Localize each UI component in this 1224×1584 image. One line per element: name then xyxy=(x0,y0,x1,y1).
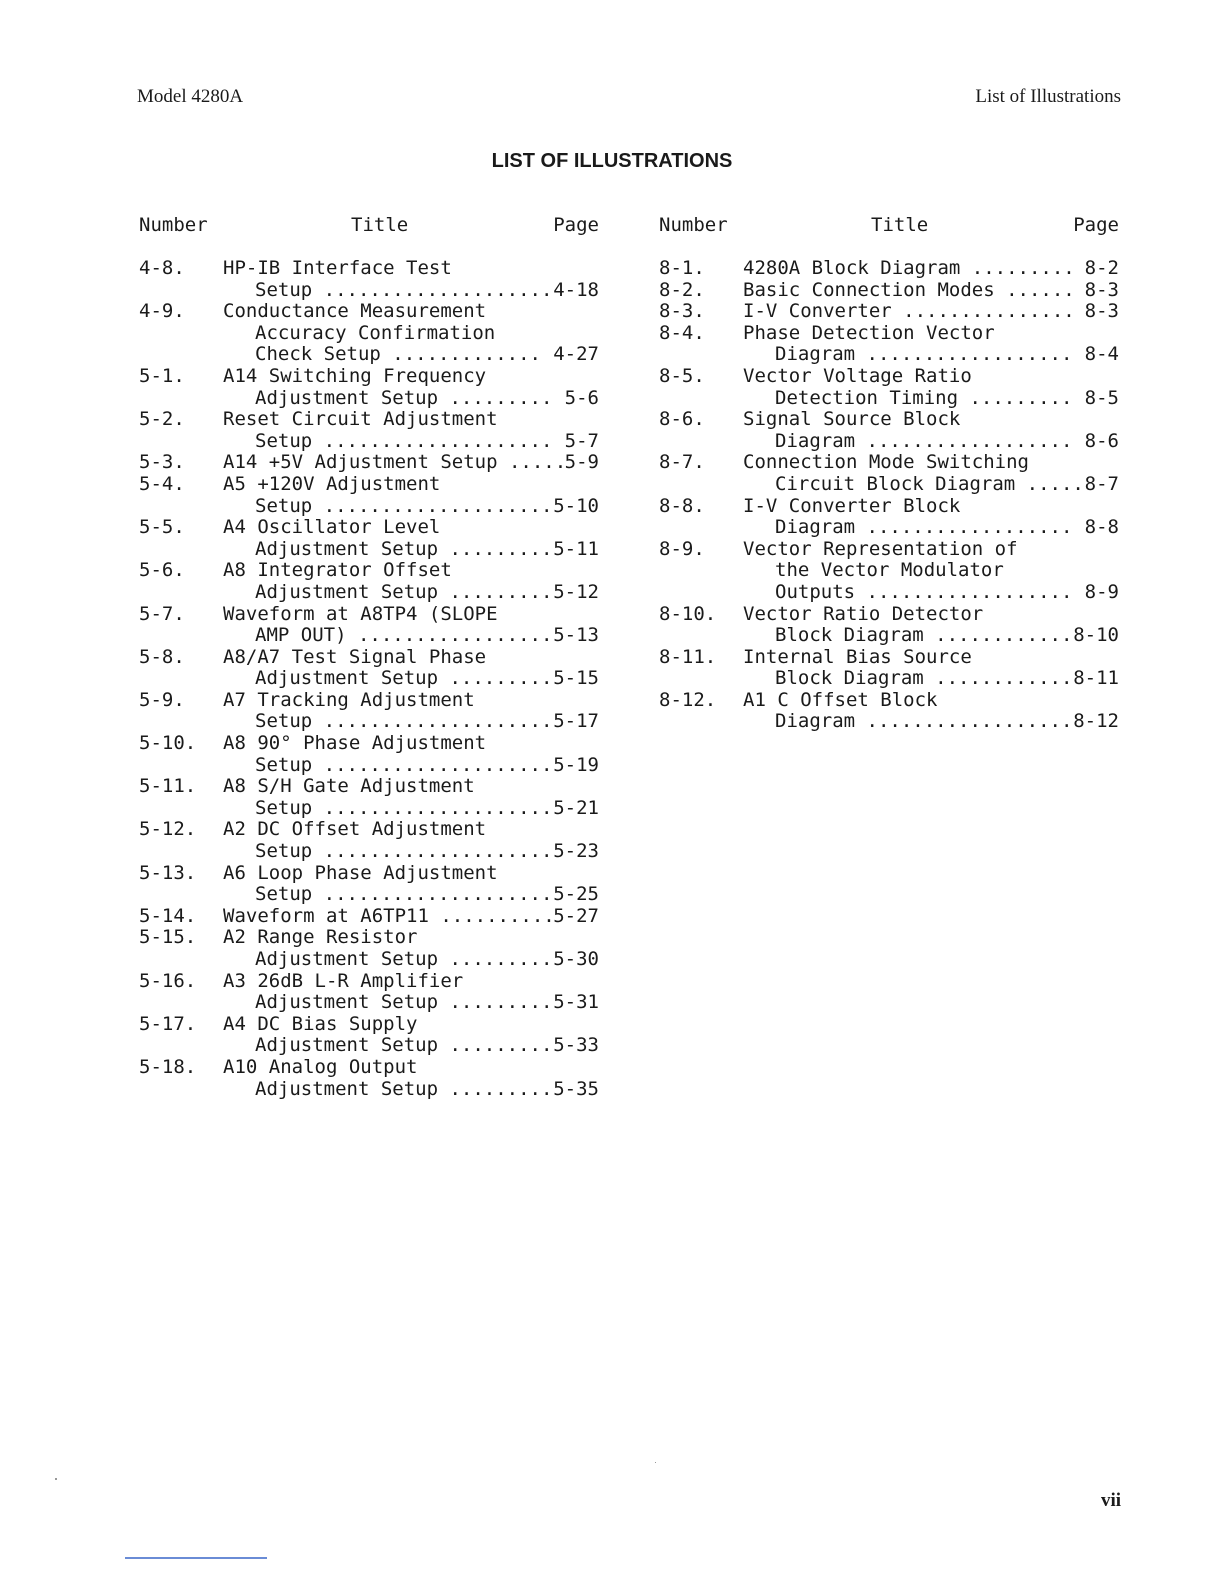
toc-entry-line xyxy=(139,690,599,712)
figure-page: 5-13 xyxy=(553,624,599,647)
figure-number: 5-4. xyxy=(139,472,185,495)
toc-entry-line xyxy=(659,452,1119,474)
toc-entry xyxy=(139,1057,599,1100)
figure-title: Diagram .................. xyxy=(775,710,1073,733)
figure-number: 5-18. xyxy=(139,1055,197,1078)
figure-page: 5-35 xyxy=(553,1077,599,1100)
figure-number: 8-8. xyxy=(659,494,705,517)
column-header-title: Title xyxy=(351,214,409,236)
toc-entry xyxy=(139,733,599,776)
figure-number: 8-6. xyxy=(659,408,705,431)
figure-title: Detection Timing ......... xyxy=(775,386,1073,409)
toc-entry-line xyxy=(659,323,1119,345)
figure-title: the Vector Modulator xyxy=(775,559,1004,582)
toc-entry-line xyxy=(659,431,1119,453)
toc-entry-line xyxy=(659,496,1119,518)
toc-entry-line xyxy=(139,755,599,777)
column-header-page: Page xyxy=(553,214,599,236)
toc-entry xyxy=(659,604,1119,647)
toc-entry-line xyxy=(139,344,599,366)
toc-entries xyxy=(659,258,1119,733)
toc-entry xyxy=(659,280,1119,302)
figure-number: 8-3. xyxy=(659,300,705,323)
toc-entry-line xyxy=(139,733,599,755)
toc-entry-line xyxy=(659,409,1119,431)
figure-title: Check Setup ............. xyxy=(255,343,541,366)
figure-title: I-V Converter ............... xyxy=(743,300,1075,323)
figure-title: Setup .................... xyxy=(255,796,553,819)
toc-entry-line xyxy=(659,517,1119,539)
figure-page: 8-10 xyxy=(1073,624,1119,647)
toc-entry xyxy=(139,366,599,409)
toc-entry xyxy=(139,301,599,366)
toc-entry-line xyxy=(139,711,599,733)
figure-number: 5-14. xyxy=(139,904,197,927)
figure-page: 8-6 xyxy=(1084,429,1119,452)
column-header xyxy=(139,214,599,258)
figure-number: 8-12. xyxy=(659,688,717,711)
figure-number: 5-15. xyxy=(139,926,197,949)
figure-title: A14 +5V Adjustment Setup ..... xyxy=(223,451,567,474)
toc-entry-line xyxy=(139,647,599,669)
figure-number: 4-9. xyxy=(139,300,185,323)
toc-entry xyxy=(139,1014,599,1057)
toc-entry-line xyxy=(139,474,599,496)
figure-number: 5-13. xyxy=(139,861,197,884)
figure-number: 5-3. xyxy=(139,451,185,474)
toc-entry xyxy=(139,560,599,603)
toc-entry-line xyxy=(139,906,599,928)
figure-page: 4-18 xyxy=(553,278,599,301)
figure-title: Conductance Measurement xyxy=(223,300,487,323)
figure-title: Setup .................... xyxy=(255,710,553,733)
figure-number: 8-1. xyxy=(659,257,705,279)
toc-entry-line xyxy=(659,560,1119,582)
figure-number: 5-5. xyxy=(139,516,185,539)
figure-title: Adjustment Setup ......... xyxy=(255,948,553,970)
toc-entry xyxy=(139,863,599,906)
figure-title: Adjustment Setup ......... xyxy=(255,1077,553,1100)
figure-title: Waveform at A6TP11 .......... xyxy=(223,904,555,927)
figure-title: Reset Circuit Adjustment xyxy=(223,408,498,431)
toc-entry-line xyxy=(139,539,599,561)
toc-entry-line xyxy=(139,1057,599,1079)
toc-entry-line xyxy=(139,388,599,410)
figure-title: Adjustment Setup ......... xyxy=(255,386,553,409)
toc-entry xyxy=(139,971,599,1014)
figure-number: 5-8. xyxy=(139,645,185,668)
figure-title: HP-IB Interface Test xyxy=(223,257,452,279)
toc-entry xyxy=(139,409,599,452)
figure-number: 4-8. xyxy=(139,257,185,279)
figure-page: 5-21 xyxy=(553,796,599,819)
toc-entry xyxy=(659,496,1119,539)
figure-page: 8-2 xyxy=(1084,257,1119,279)
column-header-number: Number xyxy=(659,214,728,236)
toc-entry-line xyxy=(659,388,1119,410)
figure-page: 8-8 xyxy=(1084,516,1119,539)
figure-title: Block Diagram ............ xyxy=(775,667,1073,690)
toc-entry-line xyxy=(139,625,599,647)
toc-entry xyxy=(659,647,1119,690)
toc-entry xyxy=(139,906,599,928)
figure-title: A5 +120V Adjustment xyxy=(223,472,441,495)
toc-entry-line xyxy=(139,819,599,841)
toc-entry xyxy=(659,301,1119,323)
toc-entry-line xyxy=(139,323,599,345)
figure-title: A14 Switching Frequency xyxy=(223,364,487,387)
figure-title: Vector Voltage Ratio xyxy=(743,364,972,387)
figure-title: A7 Tracking Adjustment xyxy=(223,688,475,711)
figure-page: 4-27 xyxy=(553,343,599,366)
scan-underline-mark xyxy=(125,1557,267,1559)
toc-entry xyxy=(659,323,1119,366)
figure-page: 5-23 xyxy=(553,840,599,863)
toc-entry xyxy=(659,258,1119,280)
figure-title: Internal Bias Source xyxy=(743,645,972,668)
figure-title: Basic Connection Modes ...... xyxy=(743,278,1075,301)
figure-page: 5-10 xyxy=(553,494,599,517)
figure-title: Setup .................... xyxy=(255,429,553,452)
figure-title: A4 DC Bias Supply xyxy=(223,1012,418,1035)
running-header-section: List of Illustrations xyxy=(975,86,1121,107)
toc-entry xyxy=(139,517,599,560)
toc-entry xyxy=(139,776,599,819)
figure-title: A8/A7 Test Signal Phase xyxy=(223,645,487,668)
column-header-title: Title xyxy=(871,214,929,236)
toc-entry-line xyxy=(139,280,599,302)
figure-page: 8-5 xyxy=(1084,386,1119,409)
figure-title: A8 S/H Gate Adjustment xyxy=(223,775,475,798)
figure-number: 5-7. xyxy=(139,602,185,625)
figure-page: 8-12 xyxy=(1073,710,1119,733)
toc-entry xyxy=(659,452,1119,495)
figure-title: Diagram .................. xyxy=(775,343,1073,366)
figure-page: 5-19 xyxy=(553,753,599,776)
figure-number: 8-11. xyxy=(659,645,717,668)
toc-entry-line xyxy=(659,625,1119,647)
page-number: vii xyxy=(1100,1490,1121,1511)
figure-title: A3 26dB L-R Amplifier xyxy=(223,969,464,992)
figure-page: 5-15 xyxy=(553,667,599,690)
running-header-model: Model 4280A xyxy=(137,86,244,107)
figure-number: 5-10. xyxy=(139,732,197,755)
toc-entry-line xyxy=(139,560,599,582)
toc-entry-line xyxy=(659,366,1119,388)
figure-page: 5-17 xyxy=(553,710,599,733)
figure-page: 8-3 xyxy=(1084,300,1119,323)
toc-entry xyxy=(139,474,599,517)
figure-title: Adjustment Setup ......... xyxy=(255,991,553,1014)
toc-entry-line xyxy=(139,841,599,863)
toc-entry xyxy=(139,647,599,690)
figure-number: 5-16. xyxy=(139,969,197,992)
figure-page: 8-4 xyxy=(1084,343,1119,366)
figure-title: Vector Ratio Detector xyxy=(743,602,984,625)
figure-title: Vector Representation of xyxy=(743,537,1018,560)
toc-entry-line xyxy=(139,798,599,820)
figure-title: Diagram .................. xyxy=(775,516,1073,539)
toc-entry xyxy=(659,690,1119,733)
toc-entry-line xyxy=(659,474,1119,496)
toc-entry-line xyxy=(659,539,1119,561)
toc-entry-line xyxy=(139,409,599,431)
toc-entry-line xyxy=(139,927,599,949)
toc-entry-line xyxy=(139,1079,599,1101)
figure-title: A1 C Offset Block xyxy=(743,688,938,711)
figure-title: Adjustment Setup ......... xyxy=(255,1034,553,1057)
toc-entry-line xyxy=(139,604,599,626)
figure-title: A2 DC Offset Adjustment xyxy=(223,818,487,841)
figure-title: A8 Integrator Offset xyxy=(223,559,452,582)
toc-entry-line xyxy=(139,452,599,474)
figure-title: Phase Detection Vector xyxy=(743,321,995,344)
figure-page: 8-3 xyxy=(1084,278,1119,301)
toc-entry-line xyxy=(139,863,599,885)
toc-entry-line xyxy=(139,1035,599,1057)
toc-entry-line xyxy=(139,1014,599,1036)
toc-entry-line xyxy=(659,647,1119,669)
toc-entry-line xyxy=(659,301,1119,323)
figure-title: Waveform at A8TP4 (SLOPE xyxy=(223,602,498,625)
figure-title: Setup .................... xyxy=(255,753,553,776)
figure-number: 5-6. xyxy=(139,559,185,582)
figure-title: Block Diagram ............ xyxy=(775,624,1073,647)
toc-entry-line xyxy=(139,517,599,539)
figure-title: A2 Range Resistor xyxy=(223,926,418,949)
toc-entry-line xyxy=(139,582,599,604)
figure-title: Outputs .................. xyxy=(775,580,1073,603)
toc-entry xyxy=(139,927,599,970)
toc-column-right xyxy=(659,214,1119,733)
toc-entry-line xyxy=(659,690,1119,712)
toc-entry-line xyxy=(139,258,599,280)
figure-number: 5-11. xyxy=(139,775,197,798)
figure-page: 5-30 xyxy=(553,948,599,970)
toc-entry xyxy=(659,539,1119,604)
figure-title: A10 Analog Output xyxy=(223,1055,418,1078)
toc-entry-line xyxy=(659,280,1119,302)
figure-number: 8-10. xyxy=(659,602,717,625)
figure-title: Setup .................... xyxy=(255,883,553,906)
figure-number: 8-9. xyxy=(659,537,705,560)
figure-number: 8-4. xyxy=(659,321,705,344)
figure-page: 8-7 xyxy=(1084,472,1119,495)
figure-number: 5-17. xyxy=(139,1012,197,1035)
figure-number: 8-7. xyxy=(659,451,705,474)
toc-entry xyxy=(139,452,599,474)
figure-title: I-V Converter Block xyxy=(743,494,961,517)
column-header-page: Page xyxy=(1073,214,1119,236)
figure-page: 5-9 xyxy=(564,451,599,474)
figure-title: Signal Source Block xyxy=(743,408,961,431)
figure-number: 5-9. xyxy=(139,688,185,711)
toc-entry xyxy=(139,604,599,647)
figure-number: 5-1. xyxy=(139,364,185,387)
toc-column-left xyxy=(139,214,599,1100)
figure-title: AMP OUT) ................. xyxy=(255,624,553,647)
toc-entry xyxy=(139,258,599,301)
toc-entry-line xyxy=(139,949,599,971)
figure-number: 8-2. xyxy=(659,278,705,301)
figure-page: 5-27 xyxy=(553,904,599,927)
column-header-number: Number xyxy=(139,214,208,236)
figure-title: Setup .................... xyxy=(255,840,553,863)
figure-title: Accuracy Confirmation xyxy=(255,321,496,344)
toc-entry xyxy=(139,690,599,733)
figure-number: 5-12. xyxy=(139,818,197,841)
toc-entry-line xyxy=(659,668,1119,690)
figure-page: 5-6 xyxy=(564,386,599,409)
figure-title: Setup .................... xyxy=(255,494,553,517)
toc-entry xyxy=(139,819,599,862)
figure-title: Adjustment Setup ......... xyxy=(255,667,553,690)
figure-title: Circuit Block Diagram ..... xyxy=(775,472,1084,495)
figure-page: 8-9 xyxy=(1084,580,1119,603)
toc-entry-line xyxy=(659,258,1119,280)
figure-title: A4 Oscillator Level xyxy=(223,516,441,539)
toc-entry-line xyxy=(139,884,599,906)
figure-title: A8 90° Phase Adjustment xyxy=(223,732,487,755)
toc-entry-line xyxy=(659,711,1119,733)
toc-entry-line xyxy=(659,582,1119,604)
figure-title: Adjustment Setup ......... xyxy=(255,537,553,560)
scan-speck xyxy=(655,1462,656,1463)
toc-entry-line xyxy=(659,344,1119,366)
figure-page: 5-11 xyxy=(553,537,599,560)
figure-title: Adjustment Setup ......... xyxy=(255,580,553,603)
toc-entry-line xyxy=(139,668,599,690)
figure-number: 5-2. xyxy=(139,408,185,431)
figure-title: Connection Mode Switching xyxy=(743,451,1029,474)
page-title: LIST OF ILLUSTRATIONS xyxy=(491,150,733,172)
column-header xyxy=(659,214,1119,258)
toc-entry-line xyxy=(139,496,599,518)
scan-speck xyxy=(55,1478,57,1480)
figure-page: 5-33 xyxy=(553,1034,599,1057)
figure-page: 5-25 xyxy=(553,883,599,906)
figure-page: 5-31 xyxy=(553,991,599,1014)
figure-number: 8-5. xyxy=(659,364,705,387)
figure-title: Diagram .................. xyxy=(775,429,1073,452)
figure-page: 5-12 xyxy=(553,580,599,603)
figure-page: 5-7 xyxy=(564,429,599,452)
figure-title: Setup .................... xyxy=(255,278,553,301)
figure-title: 4280A Block Diagram ......... xyxy=(743,257,1075,279)
toc-entry-line xyxy=(139,366,599,388)
figure-page: 8-11 xyxy=(1073,667,1119,690)
toc-entry-line xyxy=(139,776,599,798)
toc-entry xyxy=(659,366,1119,409)
toc-entries xyxy=(139,258,599,1100)
toc-entry xyxy=(659,409,1119,452)
toc-entry-line xyxy=(139,971,599,993)
toc-entry-line xyxy=(139,431,599,453)
toc-entry-line xyxy=(659,604,1119,626)
toc-entry-line xyxy=(139,301,599,323)
figure-title: A6 Loop Phase Adjustment xyxy=(223,861,498,884)
toc-entry-line xyxy=(139,992,599,1014)
